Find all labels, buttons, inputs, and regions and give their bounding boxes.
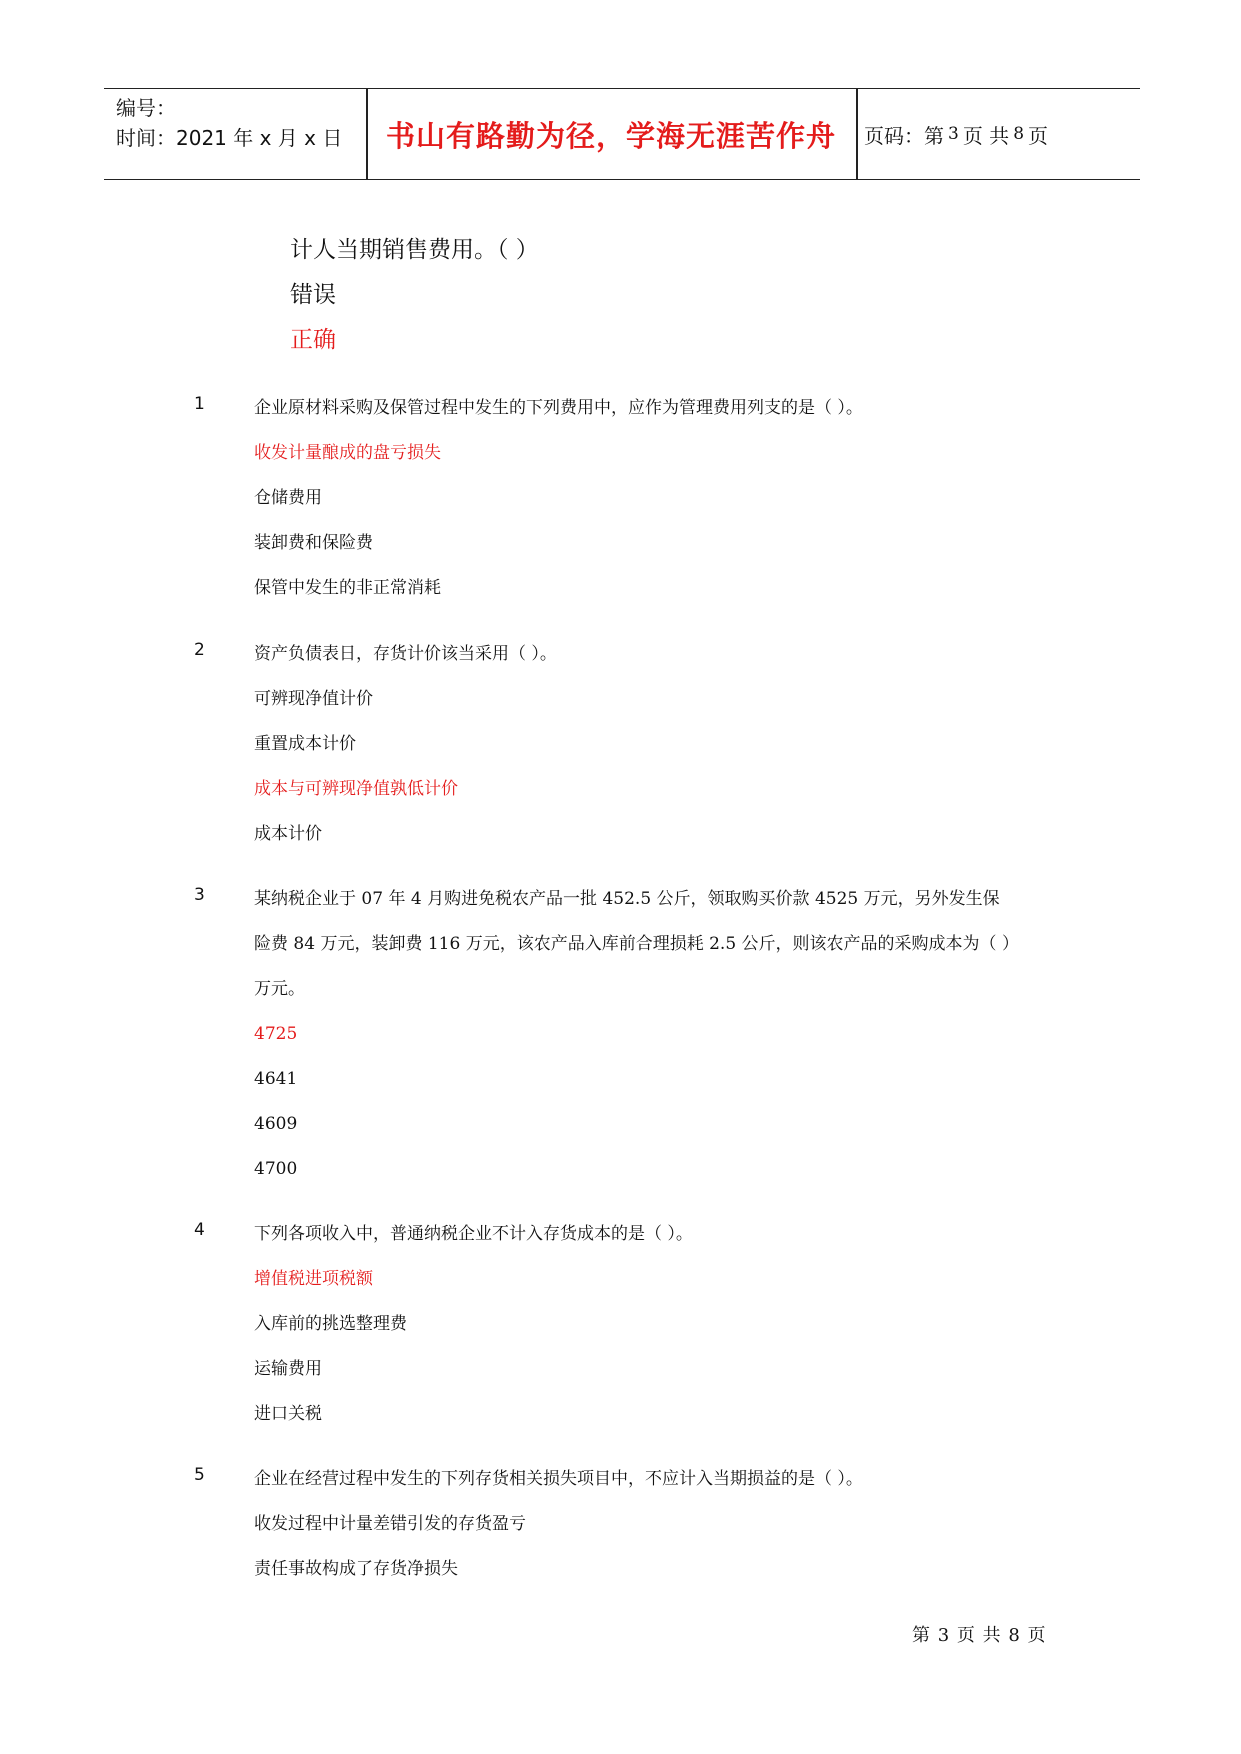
question-body [254, 386, 1014, 611]
question-body [254, 877, 1014, 1192]
question-number: 4 [194, 1220, 205, 1240]
option-a: 增值税进项税额 [254, 1269, 373, 1289]
time-label: 时间：2021 年 x 月 x 日 [116, 126, 343, 150]
code-label: 编号： [116, 96, 176, 120]
page-footer: 第 3 页 共 8 页 [912, 1625, 1047, 1646]
option-a: 收发过程中计量差错引发的存货盈亏 [254, 1514, 526, 1534]
header-divider-right [856, 89, 858, 179]
intro-option-wrong: 错误 [290, 282, 336, 308]
question-stem: 资产负债表日，存货计价该当采用（ ）。 [254, 644, 557, 664]
page-suffix: 页 [1028, 123, 1049, 148]
option-a: 可辨现净值计价 [254, 689, 373, 709]
question-stem: 下列各项收入中，普通纳税企业不计入存货成本的是（ ）。 [254, 1224, 693, 1244]
option-d: 保管中发生的非正常消耗 [254, 578, 441, 598]
intro-option-right: 正确 [290, 327, 336, 353]
question-stem: 企业原材料采购及保管过程中发生的下列费用中，应作为管理费用列支的是（ ）。 [254, 398, 863, 418]
option-d: 进口关税 [254, 1404, 322, 1424]
page-current: 3 [948, 124, 959, 144]
option-d: 成本计价 [254, 824, 322, 844]
option-b: 仓储费用 [254, 488, 322, 508]
option-b: 4641 [254, 1069, 298, 1089]
option-b: 入库前的挑选整理费 [254, 1314, 407, 1334]
option-b: 重置成本计价 [254, 734, 356, 754]
page-total: 8 [1013, 124, 1025, 144]
header-motto: 书山有路勤为径，学海无涯苦作舟 [385, 118, 836, 153]
intro-text: 计人当期销售费用。（ ） [290, 237, 539, 263]
question-body [254, 1212, 1014, 1437]
option-a: 收发计量酿成的盘亏损失 [254, 443, 441, 463]
option-c: 装卸费和保险费 [254, 533, 373, 553]
question-number: 5 [194, 1465, 205, 1485]
question-body [254, 632, 1014, 857]
question-body [254, 1457, 1014, 1592]
page-header [104, 88, 1140, 180]
header-meta [116, 93, 342, 153]
header-page-info [864, 89, 1048, 179]
option-d: 4700 [254, 1159, 298, 1179]
question-number: 3 [194, 885, 205, 905]
intro-continuation [290, 228, 539, 363]
option-c: 4609 [254, 1114, 298, 1134]
question-stem: 企业在经营过程中发生的下列存货相关损失项目中，不应计入当期损益的是（ ）。 [254, 1469, 863, 1489]
option-b: 责任事故构成了存货净损失 [254, 1559, 458, 1579]
option-a: 4725 [254, 1024, 298, 1044]
question-number: 1 [194, 394, 205, 414]
question-number: 2 [194, 640, 205, 660]
question-stem: 某纳税企业于 07 年 4 月购进免税农产品一批 452.5 公斤，领取购买价款 4525 万元，另外发生保险费 84 万元，装卸费 116 万元，该农产品入库前合理损耗 2.5 公斤，则该农产品的采购成本为（ ）万元。 [254, 889, 1011, 999]
page-prefix: 页码：第 [864, 123, 944, 148]
page-mid: 页 共 [962, 123, 1010, 148]
option-c: 运输费用 [254, 1359, 322, 1379]
option-c: 成本与可辨现净值孰低计价 [254, 779, 458, 799]
